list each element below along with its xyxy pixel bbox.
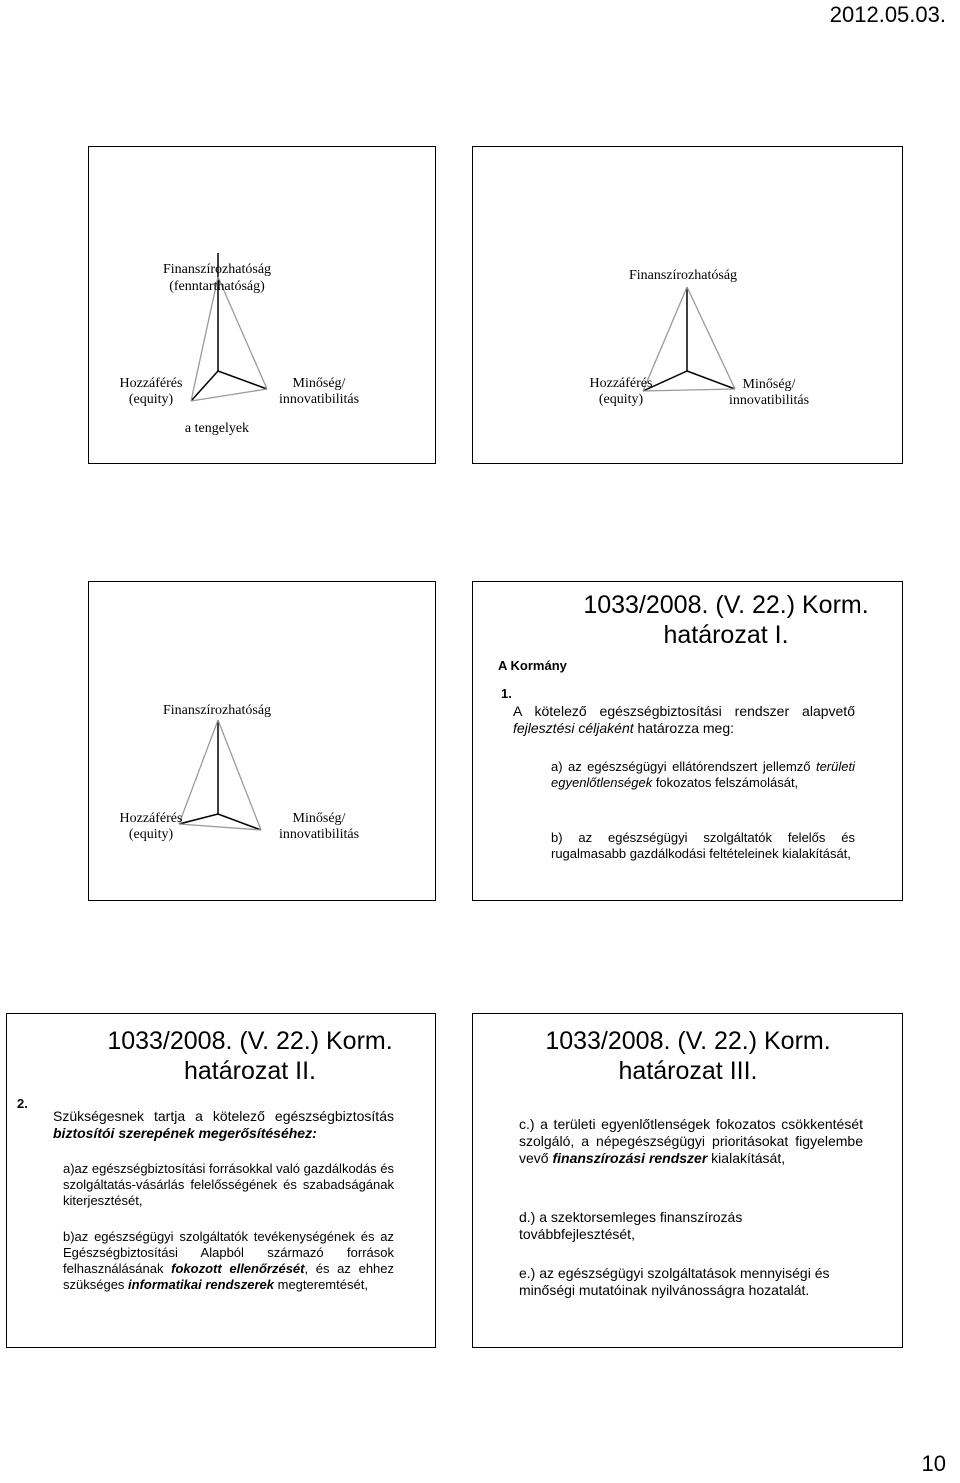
variant-diagram-two	[89, 582, 437, 902]
label-right-line2: innovatibilitás	[278, 392, 360, 407]
label-left-line1: Hozzáférés	[589, 376, 653, 391]
label-right-line1: Minőség/	[742, 377, 796, 392]
point-a-text: a) az egészségügyi ellátórendszert jellemző	[551, 759, 816, 774]
slide-title-line1: 1033/2008. (V. 22.) Korm.	[545, 1027, 831, 1055]
label-top-line2: (fenntarthatóság)	[169, 279, 265, 294]
label-right-line1: Minőség/	[292, 811, 346, 826]
label-right-line1: Minőség/	[292, 376, 346, 391]
label-left-line1: Hozzáférés	[119, 376, 183, 391]
slide-title-line1: 1033/2008. (V. 22.) Korm.	[583, 591, 869, 619]
variant-diagram-one	[473, 147, 904, 465]
slide-decree-three	[472, 1013, 903, 1348]
slide-decree-two	[6, 1013, 436, 1348]
label-top-line1: Finanszírozhatóság	[162, 262, 272, 277]
point-a	[551, 759, 855, 791]
point-b-text: b)az egészségügyi szolgáltatók tevékenységének és az Egészségbiztosítási Alapból származó források felhasználásának	[63, 1229, 394, 1276]
slide-title-line1: 1033/2008. (V. 22.) Korm.	[107, 1027, 393, 1055]
intro-emphasis: fejlesztési céljaként	[513, 720, 634, 736]
point-b-text-2: , és az ehhez szükséges	[63, 1261, 395, 1292]
intro-text	[53, 1108, 394, 1142]
label-left-line2: (equity)	[128, 827, 174, 842]
point-b-emphasis-2: informatikai rendszerek	[128, 1277, 274, 1292]
slide-variant-two	[88, 581, 436, 901]
slide-title-line2: határozat I.	[663, 621, 789, 649]
point-a-tail: fokozatos felszámolását,	[652, 775, 799, 790]
point-b	[63, 1229, 394, 1293]
point-c-emphasis: finanszírozási rendszer	[552, 1150, 708, 1166]
kormany-label: A Kormány	[498, 658, 567, 673]
slide-variant-one	[472, 146, 903, 464]
slide-title-line2: határozat II.	[183, 1057, 317, 1085]
item-number: 1.	[501, 686, 512, 701]
point-c-tail: kialakítását,	[707, 1150, 786, 1166]
slide-decree-one	[472, 581, 903, 901]
intro-text-a: Szükségesnek tartja a kötelező egészségbiztosítás	[53, 1108, 394, 1124]
point-b-tail: megteremtését,	[274, 1277, 368, 1292]
intro-text-a: A kötelező egészségbiztosítási rendszer alapvető	[513, 703, 855, 719]
slide-axes	[88, 146, 436, 464]
point-b-emphasis-1: fokozott ellenőrzését	[171, 1261, 305, 1276]
label-top: Finanszírozhatóság	[628, 268, 738, 283]
point-c-text: c.) a területi egyenlőtlenségek fokozatos csökkentését szolgáló, a népegészségügyi prioritásokat figyelembe vevő	[519, 1116, 863, 1166]
triangle-edge-left	[179, 720, 218, 824]
slide-title-line2: határozat III.	[618, 1057, 758, 1085]
label-right-line2: innovatibilitás	[728, 393, 810, 408]
header-date: 2012.05.03.	[829, 2, 946, 27]
point-a-emphasis: területi egyenlőtlenségek	[551, 759, 855, 790]
page-number: 10	[921, 1451, 946, 1476]
intro-text-c: határozza meg:	[633, 720, 735, 736]
point-c	[519, 1116, 863, 1167]
intro-emphasis: biztosítói szerepének megerősítéséhez:	[53, 1125, 317, 1141]
label-left-line2: (equity)	[128, 392, 174, 407]
point-a: a)az egészségbiztosítási forrásokkal való gazdálkodás és szolgáltatás-vásárlás felelősségének és szabadságának kiterjesztését,	[63, 1161, 394, 1208]
axes-diagram	[89, 147, 437, 465]
label-left-line2: (equity)	[598, 392, 644, 407]
point-e: e.) az egészségügyi szolgáltatások mennyiségi és minőségi mutatóinak nyilvánosságra hozatalát.	[519, 1265, 830, 1298]
caption: a tengelyek	[184, 421, 250, 436]
intro-text	[513, 703, 855, 737]
point-d: d.) a szektorsemleges finanszírozás továbbfejlesztését,	[519, 1209, 743, 1242]
label-right-line2: innovatibilitás	[278, 827, 360, 842]
label-left-line1: Hozzáférés	[119, 811, 183, 826]
item-number: 2.	[17, 1096, 28, 1111]
point-b: b) az egészségügyi szolgáltatók felelős és rugalmasabb gazdálkodási feltételeinek kialakítását,	[551, 830, 855, 861]
label-top: Finanszírozhatóság	[162, 703, 272, 718]
